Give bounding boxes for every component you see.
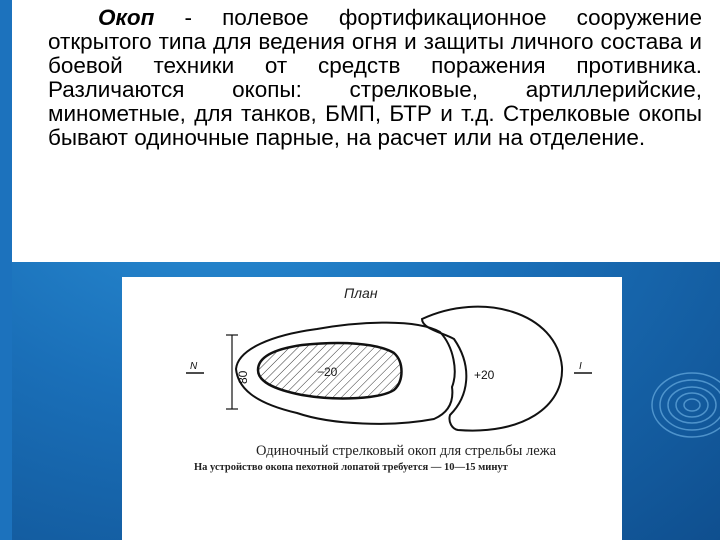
- definition-paragraph: [48, 6, 702, 150]
- left-marker: N: [190, 361, 198, 372]
- definition-body: - полевое фортификационное сооружение открытого типа для ведения огня и защиты личного состава и боевой техники от средств поражения противника. Различаются окопы: стрелковые, артиллерийские, минометные, для танков, БМП, БТР и т.д. Стрелковые окопы бывают одиночные парные, на расчет или на отделение.: [48, 5, 702, 150]
- parapet-height-label: +20: [474, 368, 495, 382]
- figure-note: На устройство окопа пехотной лопатой требуется — 10—15 минут: [194, 462, 508, 473]
- dimension-label: 80: [236, 370, 250, 384]
- plan-heading: План: [344, 285, 378, 301]
- pit-depth-label: −20: [317, 365, 338, 379]
- water-ripple-decoration: [640, 345, 720, 465]
- text-panel: [12, 0, 720, 262]
- right-marker: I: [579, 361, 582, 372]
- left-accent-bar: [0, 0, 12, 540]
- trench-plan-figure: [122, 277, 622, 540]
- figure-caption: Одиночный стрелковый окоп для стрельбы лежа: [256, 443, 557, 459]
- term-okop: Окоп: [98, 5, 155, 30]
- trench-plan-drawing: [122, 277, 622, 540]
